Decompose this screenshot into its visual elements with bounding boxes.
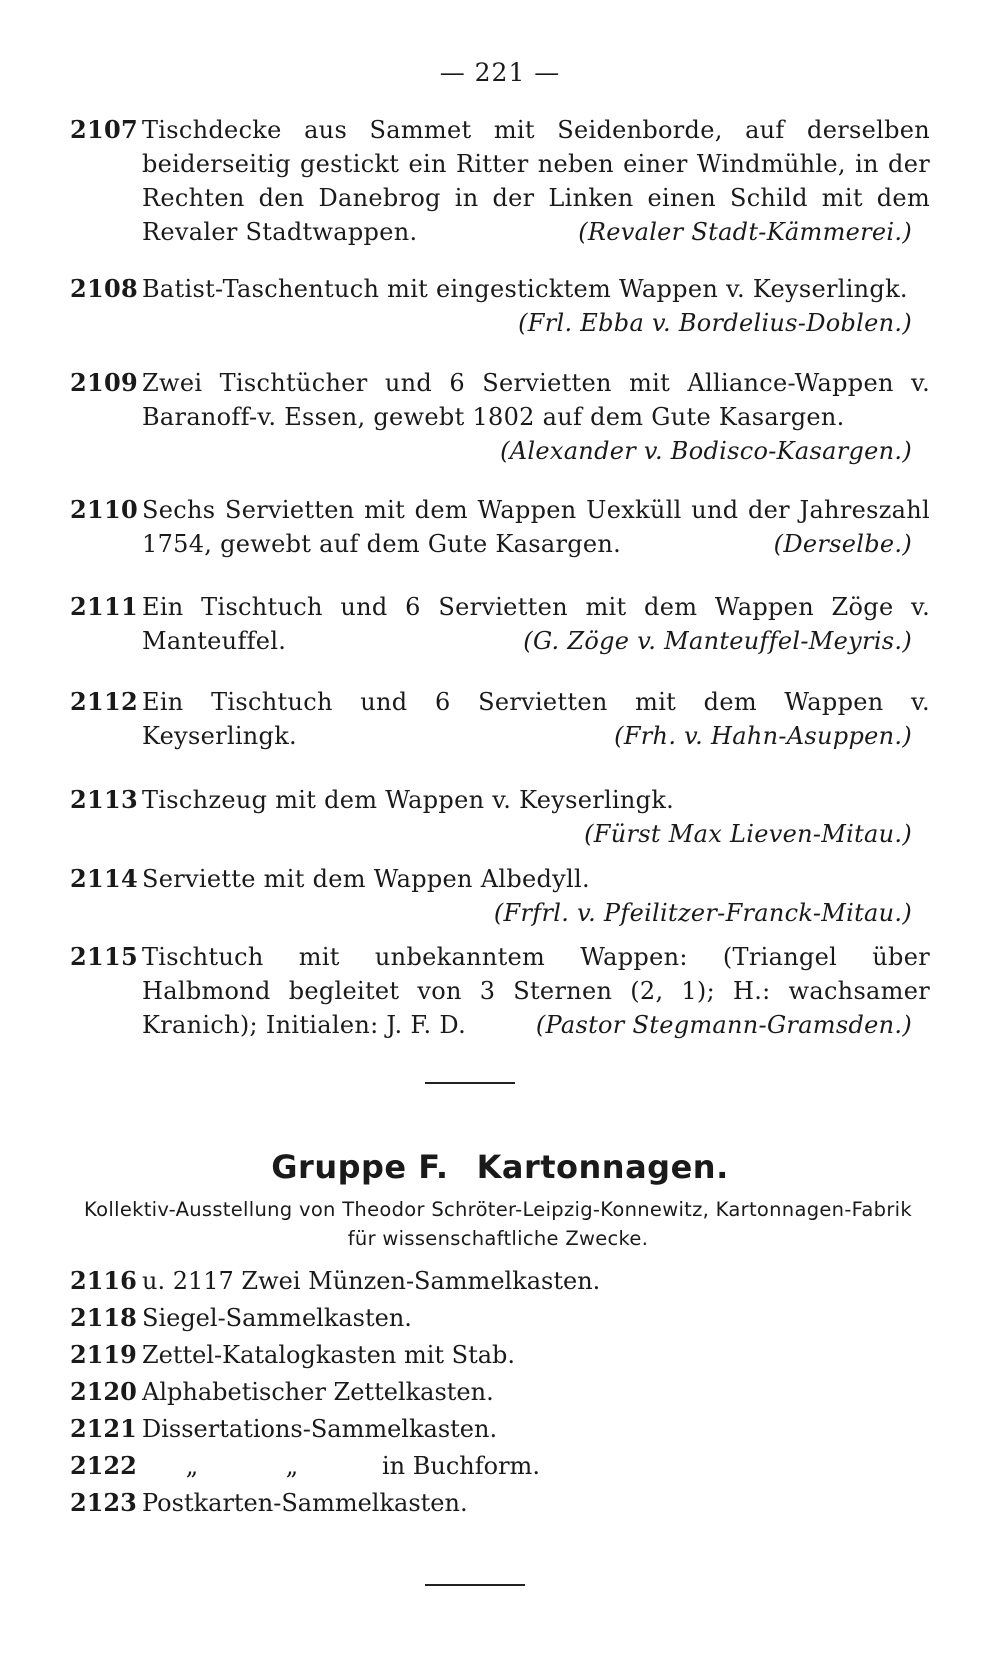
list-item (70, 1264, 930, 1298)
entry-number: 2121 (70, 1414, 137, 1443)
entry-text: Tischdecke aus Sammet mit Seidenborde, auf derselben beiderseitig gestickt ein Ritter neben einer Windmühle, in der Rechten den Danebrog in der Linken einen Schild mit dem Revaler Stadtwappen. (Revaler Stadt-Kämmerei.) (142, 113, 930, 249)
catalog-entry (70, 272, 930, 340)
entry-text: u. 2117 Zwei Münzen-Sammelkasten. (142, 1267, 601, 1295)
catalog-entry (70, 366, 930, 468)
entry-text: Batist-Taschentuch mit eingesticktem Wappen v. Keyserlingk. (Frl. Ebba v. Bordelius-Doblen.) (142, 272, 930, 306)
entry-number: 2112 (70, 687, 138, 716)
group-heading: Gruppe F. Kartonnagen. (271, 1148, 729, 1186)
catalog-entry (70, 783, 930, 851)
entry-number: 2118 (70, 1303, 137, 1332)
entry-number: 2122 (70, 1451, 137, 1480)
entry-lender: (Frh. v. Hahn-Asuppen.) (614, 722, 912, 750)
entry-text: Ein Tischtuch und 6 Servietten mit dem Wappen Zöge v. Manteuffel. (G. Zöge v. Manteuffel-Meyris.) (142, 590, 930, 658)
entry-number: 2114 (70, 864, 138, 893)
entry-number: 2119 (70, 1340, 137, 1369)
entry-number: 2110 (70, 495, 138, 524)
entry-number: 2120 (70, 1377, 137, 1406)
entry-text: Zwei Tischtücher und 6 Servietten mit Alliance-Wappen v. Baranoff-v. Essen, gewebt 1802 auf dem Gute Kasargen. (Alexander v. Bodisco-Kasargen.) (142, 366, 930, 468)
entry-number: 2115 (70, 942, 138, 971)
entry-number: 2116 (70, 1266, 137, 1295)
entry-lender: (Fürst Max Lieven-Mitau.) (584, 820, 912, 848)
entry-text: Postkarten-Sammelkasten. (142, 1489, 468, 1517)
entry-lender: (Derselbe.) (773, 530, 912, 558)
entry-number: 2111 (70, 592, 138, 621)
section-divider (425, 1584, 525, 1586)
catalog-entry (70, 862, 930, 930)
catalog-entry (70, 493, 930, 561)
entry-text: Serviette mit dem Wappen Albedyll. (Frfrl. v. Pfeilitzer-Franck-Mitau.) (142, 862, 930, 930)
list-item (70, 1375, 930, 1409)
entry-lender: (Pastor Stegmann-Gramsden.) (535, 1011, 912, 1039)
entry-number: 2108 (70, 274, 138, 303)
entry-lender: (G. Zöge v. Manteuffel-Meyris.) (523, 627, 912, 655)
entry-text: Ein Tischtuch und 6 Servietten mit dem Wappen v. Keyserlingk. (Frh. v. Hahn-Asuppen.) (142, 685, 930, 753)
entry-number: 2107 (70, 115, 138, 144)
entry-lender: (Frfrl. v. Pfeilitzer-Franck-Mitau.) (493, 899, 912, 927)
entry-text: Alphabetischer Zettelkasten. (142, 1378, 494, 1406)
entry-lender: (Revaler Stadt-Kämmerei.) (578, 218, 912, 246)
page-number: — 221 — (439, 58, 561, 87)
list-item (70, 1449, 930, 1483)
entry-lender: (Frl. Ebba v. Bordelius-Doblen.) (518, 309, 912, 337)
group-description: Kollektiv-Ausstellung von Theodor Schröter-Leipzig-Konnewitz, Kartonnagen-Fabrik für wissenschaftliche Zwecke. (84, 1198, 912, 1250)
entry-text: in Buchform. (382, 1452, 540, 1480)
entry-text: Tischtuch mit unbekanntem Wappen: (Triangel über Halbmond begleitet von 3 Sternen (2, 1); H.: wachsamer Kranich); Initialen: J. F. D. (Pastor Stegmann-Gramsden.) (142, 940, 930, 1042)
entry-text: Siegel-Sammelkasten. (142, 1304, 412, 1332)
entry-text: Zettel-Katalogkasten mit Stab. (142, 1341, 516, 1369)
entry-text: Tischzeug mit dem Wappen v. Keyserlingk. (Fürst Max Lieven-Mitau.) (142, 783, 930, 851)
ditto-mark: „ (185, 1452, 199, 1480)
entry-text: Sechs Servietten mit dem Wappen Uexküll und der Jahreszahl 1754, gewebt auf dem Gute Kasargen. (Derselbe.) (142, 493, 930, 561)
ditto-mark: „ (285, 1452, 299, 1480)
list-item (70, 1301, 930, 1335)
list-item (70, 1412, 930, 1446)
list-item (70, 1486, 930, 1520)
entry-number: 2113 (70, 785, 138, 814)
section-divider (425, 1082, 515, 1084)
catalog-entry (70, 940, 930, 1042)
catalog-entry (70, 590, 930, 658)
catalog-entry (70, 685, 930, 753)
catalog-entry (70, 113, 930, 249)
entry-number: 2123 (70, 1488, 137, 1517)
entry-text: Dissertations-Sammelkasten. (142, 1415, 498, 1443)
list-item (70, 1338, 930, 1372)
entry-number: 2109 (70, 368, 138, 397)
entry-lender: (Alexander v. Bodisco-Kasargen.) (500, 437, 912, 465)
